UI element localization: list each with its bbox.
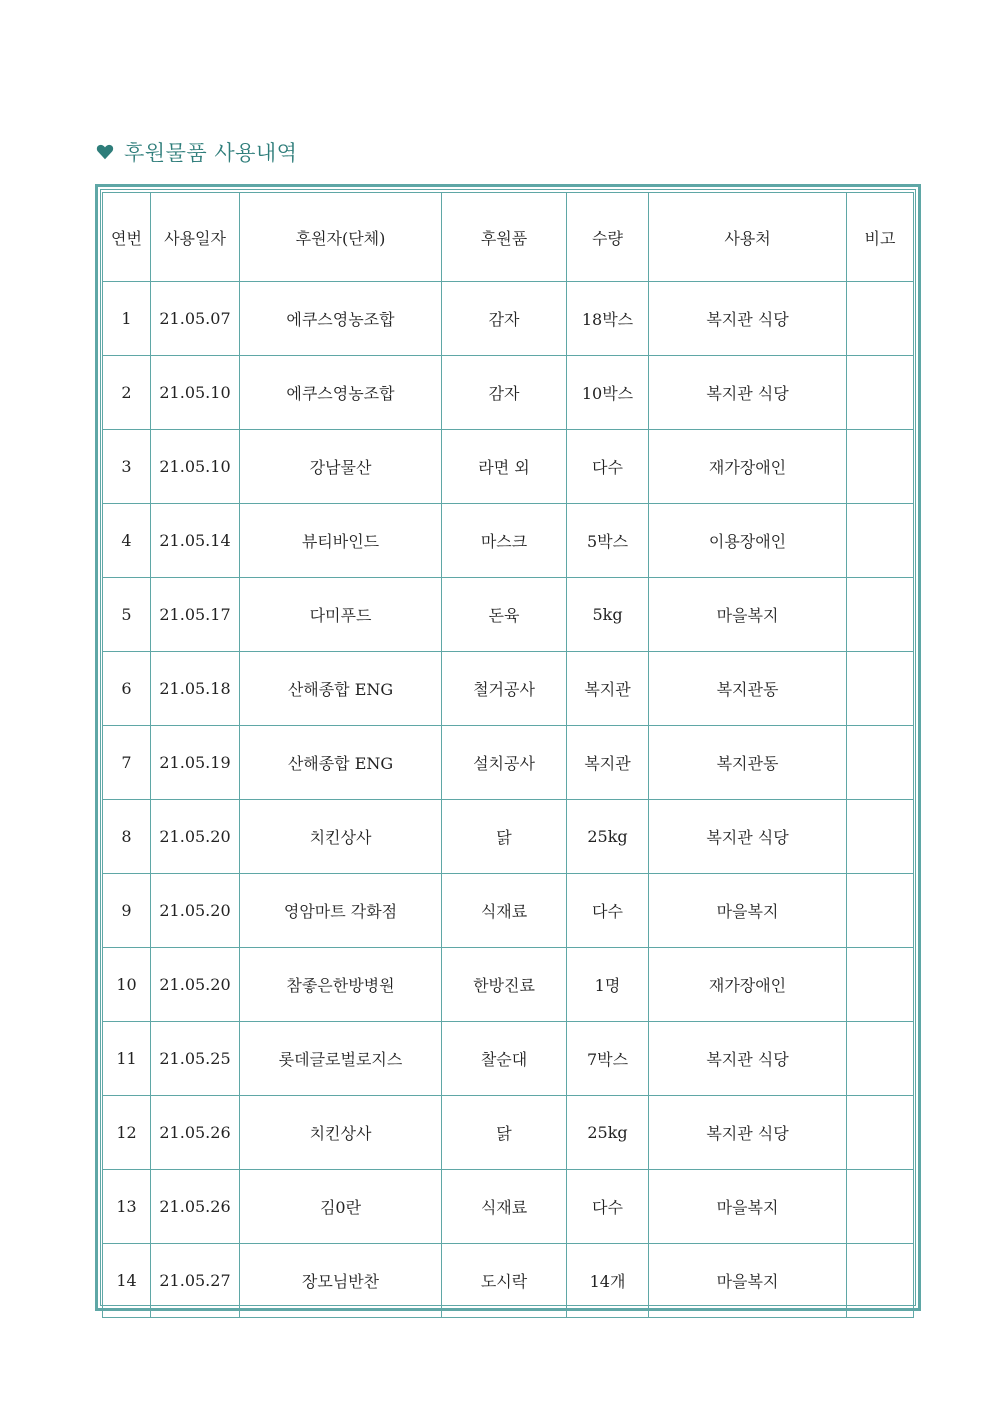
cell-note (847, 652, 914, 726)
cell-item: 마스크 (442, 504, 567, 578)
table-row (103, 874, 914, 948)
cell-note (847, 726, 914, 800)
cell-no: 9 (103, 874, 151, 948)
header-date: 사용일자 (151, 193, 240, 282)
cell-date: 21.05.10 (151, 430, 240, 504)
cell-no: 7 (103, 726, 151, 800)
table-row (103, 1170, 914, 1244)
cell-quantity: 25kg (567, 800, 649, 874)
cell-no: 4 (103, 504, 151, 578)
cell-donor: 다미푸드 (240, 578, 442, 652)
cell-quantity: 복지관 (567, 652, 649, 726)
cell-donor: 장모님반찬 (240, 1244, 442, 1318)
cell-date: 21.05.26 (151, 1096, 240, 1170)
cell-no: 8 (103, 800, 151, 874)
cell-note (847, 282, 914, 356)
cell-note (847, 430, 914, 504)
cell-quantity: 7박스 (567, 1022, 649, 1096)
cell-item: 식재료 (442, 1170, 567, 1244)
cell-donor: 참좋은한방병원 (240, 948, 442, 1022)
cell-no: 13 (103, 1170, 151, 1244)
table-row (103, 652, 914, 726)
cell-no: 1 (103, 282, 151, 356)
cell-item: 도시락 (442, 1244, 567, 1318)
cell-no: 11 (103, 1022, 151, 1096)
header-no: 연번 (103, 193, 151, 282)
cell-usage-place: 복지관 식당 (649, 1096, 847, 1170)
table-row (103, 800, 914, 874)
cell-no: 5 (103, 578, 151, 652)
cell-usage-place: 재가장애인 (649, 430, 847, 504)
cell-date: 21.05.14 (151, 504, 240, 578)
cell-usage-place: 마을복지 (649, 874, 847, 948)
cell-quantity: 1명 (567, 948, 649, 1022)
cell-item: 철거공사 (442, 652, 567, 726)
table-row (103, 726, 914, 800)
table-row (103, 1096, 914, 1170)
cell-date: 21.05.20 (151, 874, 240, 948)
cell-donor: 영암마트 각화점 (240, 874, 442, 948)
cell-donor: 치킨상사 (240, 800, 442, 874)
cell-item: 감자 (442, 282, 567, 356)
table-row (103, 948, 914, 1022)
cell-donor: 산해종합 ENG (240, 726, 442, 800)
table-row (103, 578, 914, 652)
header-row (103, 193, 914, 282)
cell-no: 2 (103, 356, 151, 430)
cell-donor: 김0란 (240, 1170, 442, 1244)
cell-no: 3 (103, 430, 151, 504)
table-row (103, 1022, 914, 1096)
cell-date: 21.05.25 (151, 1022, 240, 1096)
cell-quantity: 14개 (567, 1244, 649, 1318)
table-body (103, 193, 914, 1318)
table-row (103, 282, 914, 356)
cell-note (847, 504, 914, 578)
cell-date: 21.05.18 (151, 652, 240, 726)
cell-item: 감자 (442, 356, 567, 430)
cell-item: 닭 (442, 800, 567, 874)
section-title (96, 136, 297, 168)
header-donor: 후원자(단체) (240, 193, 442, 282)
cell-donor: 에쿠스영농조합 (240, 282, 442, 356)
cell-item: 닭 (442, 1096, 567, 1170)
table-row (103, 430, 914, 504)
cell-donor: 에쿠스영농조합 (240, 356, 442, 430)
cell-date: 21.05.10 (151, 356, 240, 430)
cell-date: 21.05.27 (151, 1244, 240, 1318)
cell-usage-place: 마을복지 (649, 578, 847, 652)
cell-donor: 산해종합 ENG (240, 652, 442, 726)
cell-note (847, 1170, 914, 1244)
cell-quantity: 복지관 (567, 726, 649, 800)
cell-no: 14 (103, 1244, 151, 1318)
cell-note (847, 1022, 914, 1096)
cell-item: 설치공사 (442, 726, 567, 800)
cell-usage-place: 복지관 식당 (649, 282, 847, 356)
cell-date: 21.05.17 (151, 578, 240, 652)
cell-quantity: 다수 (567, 430, 649, 504)
cell-no: 12 (103, 1096, 151, 1170)
cell-quantity: 25kg (567, 1096, 649, 1170)
cell-usage-place: 복지관동 (649, 652, 847, 726)
cell-date: 21.05.19 (151, 726, 240, 800)
cell-usage-place: 복지관 식당 (649, 1022, 847, 1096)
cell-donor: 강남물산 (240, 430, 442, 504)
cell-donor: 치킨상사 (240, 1096, 442, 1170)
cell-usage-place: 마을복지 (649, 1244, 847, 1318)
donation-usage-table (102, 192, 914, 1318)
cell-item: 식재료 (442, 874, 567, 948)
cell-usage-place: 재가장애인 (649, 948, 847, 1022)
cell-date: 21.05.20 (151, 948, 240, 1022)
table-row (103, 1244, 914, 1318)
header-note: 비고 (847, 193, 914, 282)
cell-note (847, 578, 914, 652)
table-row (103, 356, 914, 430)
cell-no: 6 (103, 652, 151, 726)
cell-usage-place: 이용장애인 (649, 504, 847, 578)
cell-usage-place: 마을복지 (649, 1170, 847, 1244)
cell-note (847, 1096, 914, 1170)
cell-quantity: 10박스 (567, 356, 649, 430)
cell-usage-place: 복지관 식당 (649, 800, 847, 874)
heart-icon (96, 143, 114, 161)
cell-item: 라면 외 (442, 430, 567, 504)
cell-usage-place: 복지관 식당 (649, 356, 847, 430)
section-title-text: 후원물품 사용내역 (124, 141, 298, 165)
header-quantity: 수량 (567, 193, 649, 282)
cell-date: 21.05.07 (151, 282, 240, 356)
cell-quantity: 18박스 (567, 282, 649, 356)
cell-date: 21.05.20 (151, 800, 240, 874)
cell-quantity: 다수 (567, 874, 649, 948)
cell-quantity: 5박스 (567, 504, 649, 578)
header-usage-place: 사용처 (649, 193, 847, 282)
cell-date: 21.05.26 (151, 1170, 240, 1244)
cell-usage-place: 복지관동 (649, 726, 847, 800)
cell-note (847, 948, 914, 1022)
cell-note (847, 800, 914, 874)
cell-note (847, 356, 914, 430)
cell-item: 돈육 (442, 578, 567, 652)
cell-donor: 뷰티바인드 (240, 504, 442, 578)
cell-item: 한방진료 (442, 948, 567, 1022)
header-item: 후원품 (442, 193, 567, 282)
cell-quantity: 다수 (567, 1170, 649, 1244)
table-row (103, 504, 914, 578)
cell-no: 10 (103, 948, 151, 1022)
cell-donor: 롯데글로벌로지스 (240, 1022, 442, 1096)
cell-note (847, 1244, 914, 1318)
cell-quantity: 5kg (567, 578, 649, 652)
cell-item: 찰순대 (442, 1022, 567, 1096)
cell-note (847, 874, 914, 948)
